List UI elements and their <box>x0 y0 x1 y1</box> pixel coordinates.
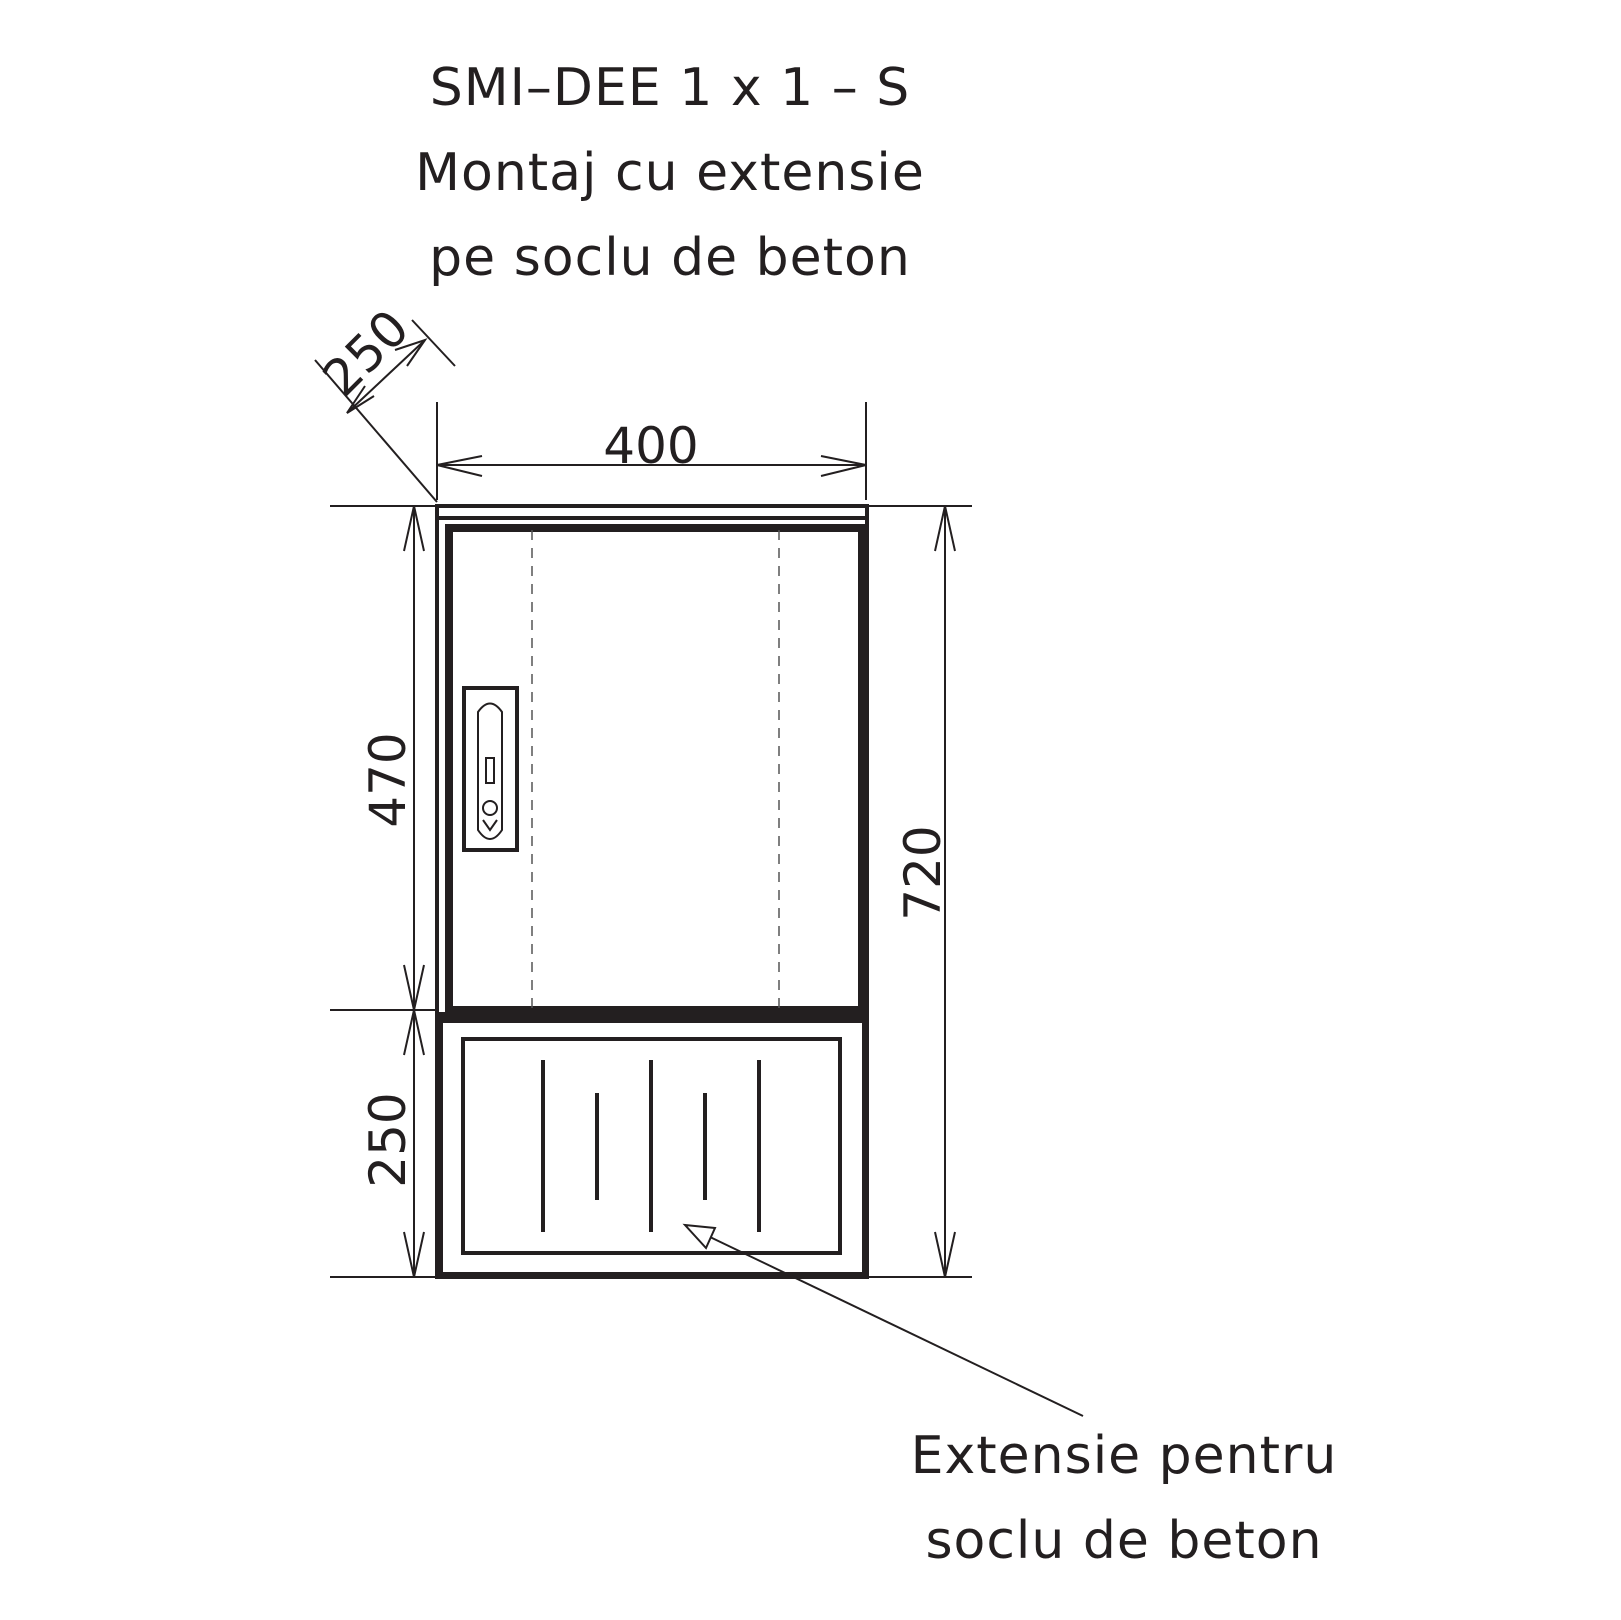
width-dimension-label: 400 <box>603 417 699 475</box>
upper-height-dimension-label: 470 <box>359 732 417 828</box>
base-extension <box>441 1021 864 1274</box>
width-dimension <box>437 402 866 500</box>
drawing-title-line-1: SMI–DEE 1 x 1 – S <box>429 58 911 118</box>
depth-dimension-label: 250 <box>311 298 421 408</box>
callout-label-line-2: soclu de beton <box>925 1511 1323 1571</box>
lower-height-dimension-label: 250 <box>359 1092 417 1188</box>
total-height-dimension <box>867 506 972 1277</box>
door-lock-icon <box>464 688 517 850</box>
left-height-dimensions <box>330 506 437 1277</box>
callout-label-line-1: Extensie pentru <box>910 1426 1338 1486</box>
cabinet-door <box>449 528 862 1010</box>
drawing-title-line-2: Montaj cu extensie <box>415 143 925 203</box>
total-height-dimension-label: 720 <box>894 825 952 921</box>
drawing-title-line-3: pe soclu de beton <box>429 228 911 288</box>
depth-dimension <box>312 299 455 502</box>
callout-leader <box>685 1225 1083 1416</box>
